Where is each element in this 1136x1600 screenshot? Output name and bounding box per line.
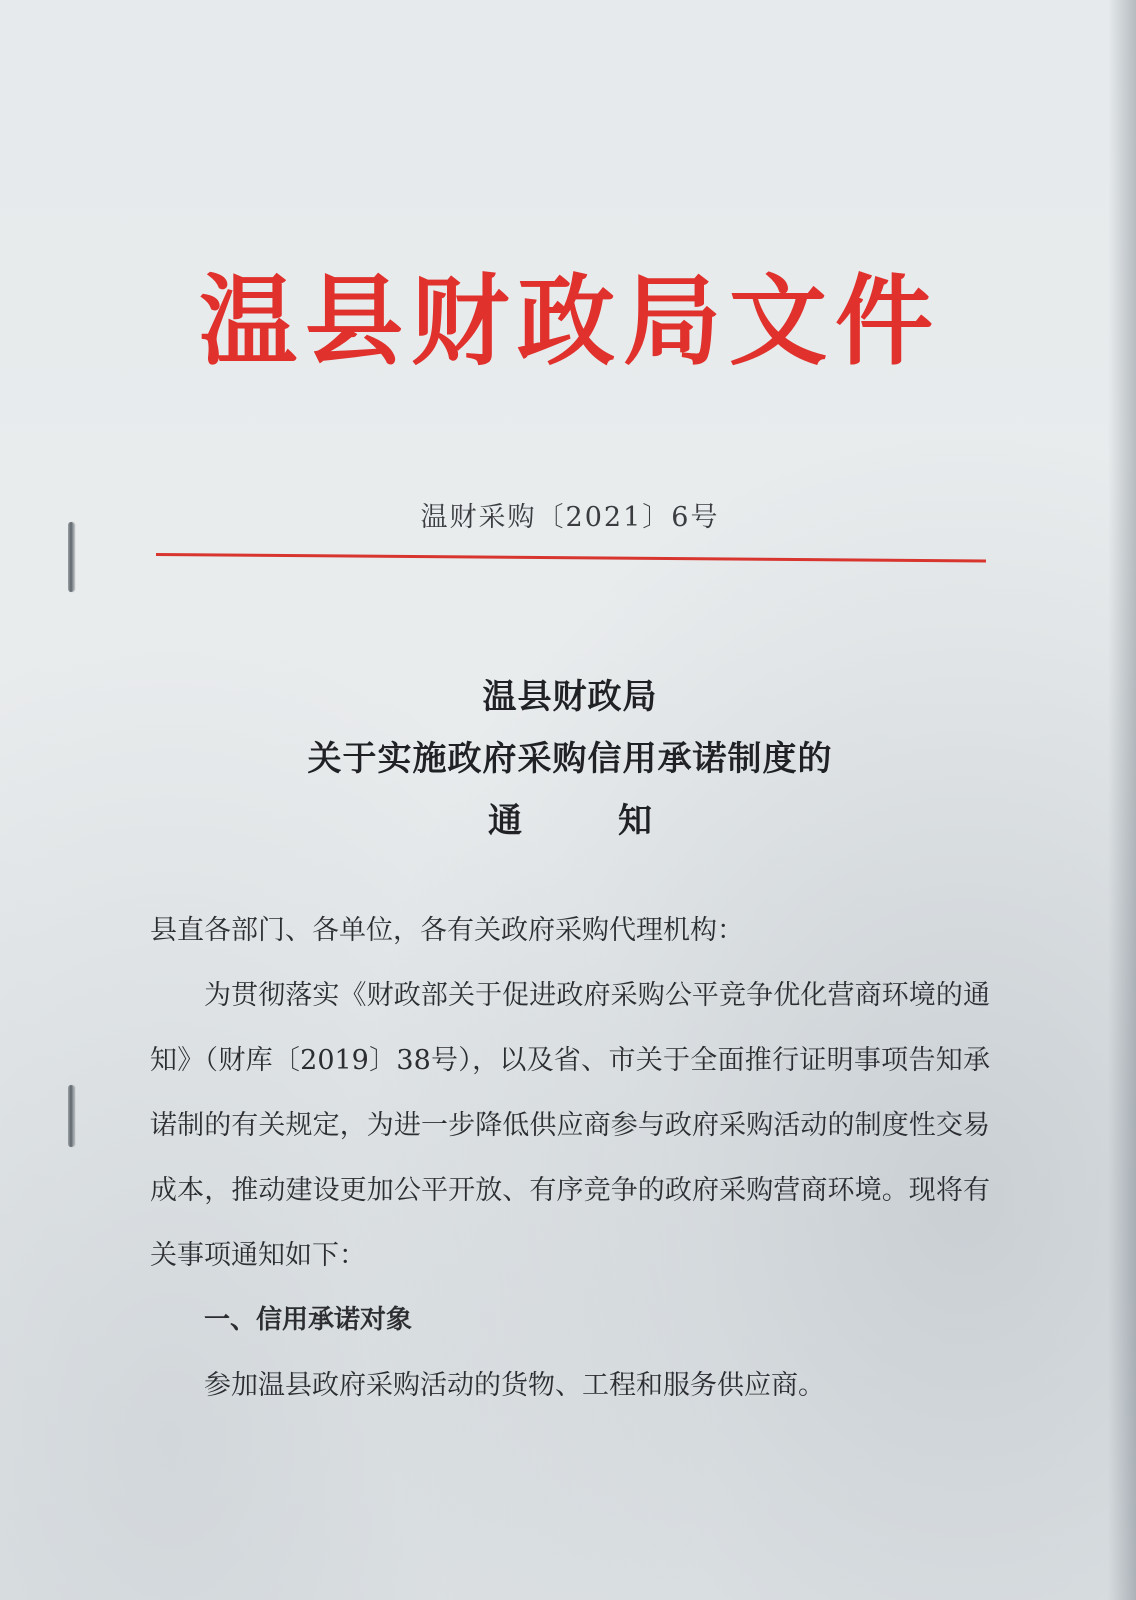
staple-bottom: [68, 1085, 74, 1147]
header-red-rule: [156, 553, 986, 563]
section-1-heading: 一、信用承诺对象: [204, 1305, 413, 1335]
page-edge-shadow: [1108, 0, 1136, 1600]
salutation: 县直各部门、各单位，各有关政府采购代理机构：: [150, 915, 744, 946]
document-title: [160, 666, 980, 852]
title-line-3: 通知: [488, 801, 748, 841]
section-1-text: 参加温县政府采购活动的货物、工程和服务供应商。: [204, 1370, 825, 1401]
document-body: [150, 898, 990, 1418]
title-line-2: 关于实施政府采购信用承诺制度的: [307, 739, 833, 779]
paragraph-1: 为贯彻落实《财政部关于促进政府采购公平竞争优化营商环境的通知》（财库〔2019〕38号），以及省、市关于全面推行证明事项告知承诺制的有关规定，为进一步降低供应商参与政府采购活动的制度性交易成本，推动建设更加公平开放、有序竞争的政府采购营商环境。现将有关事项通知如下：: [150, 980, 990, 1271]
title-line-1: 温县财政局: [482, 677, 658, 717]
document-number: 温财采购〔2021〕6号: [420, 502, 720, 533]
staple-top: [68, 522, 74, 592]
document-header: 温县财政局文件: [198, 264, 941, 379]
